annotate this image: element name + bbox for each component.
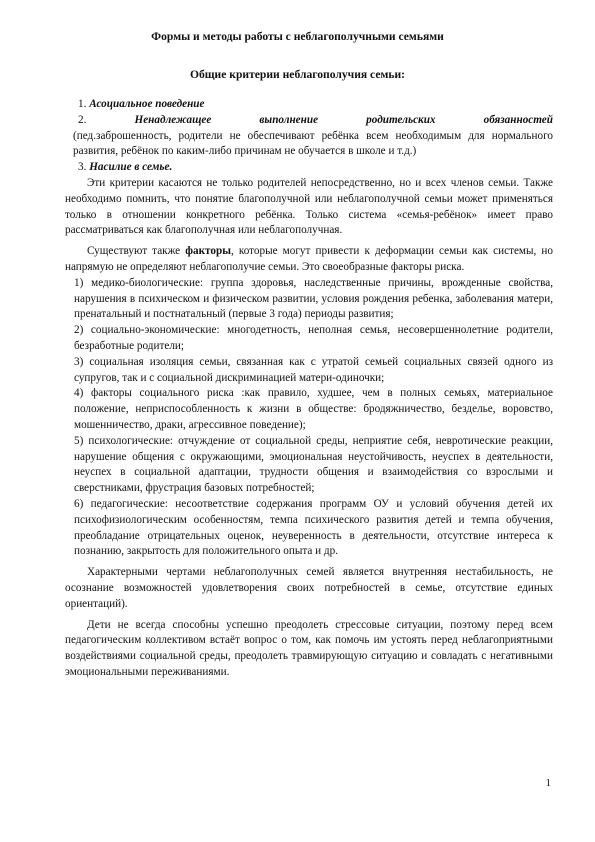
criterion-number: 3. — [78, 161, 87, 174]
criterion-label: Асоциальное поведение — [89, 98, 205, 110]
risk-factor-1: 1) медико-биологические: группа здоровья, наследственные причины, врожденные свойства, нарушения в психическом и физическом развитии, условия рождения ребенка, заболевания матери, пренатальный и постнатальный (первые 3 года) периоды развития; — [74, 276, 553, 321]
criterion-2-note: (пед.заброшенность, родители не обеспечивают ребёнка всем необходимым для нормального развития, ребёнок по каким-либо причинам не обучается в школе и т.д.) — [73, 129, 553, 158]
risk-factor-3: 3) социальная изоляция семьи, связанная как с утратой семьей социальных связей одного из супругов, так и с социальной дискриминацией матери-одиночки; — [74, 355, 553, 384]
paragraph-factors-after: , которые могут привести к деформации семьи как системы, но напрямую не определяют неблагополучие семьи. Это своеобразные факторы риска. — [65, 245, 553, 273]
paragraph-stress: Дети не всегда способны успешно преодолеть стрессовые ситуации, поэтому перед всем педагогическим коллективом встаёт вопрос о том, как помочь им устоять перед неблагоприятными воздействиями социальной среды, преодолеть травмирующую ситуацию и совладать с негативными эмоциональными переживаниями. — [65, 618, 553, 678]
criterion-2 — [65, 113, 553, 129]
risk-factor-5: 5) психологические: отчуждение от социальной среды, неприятие себя, невротические реакции, нарушение общения с окружающими, эмоциональная неустойчивость, неуспех в деятельности, неуспех в социальной адаптации, трудности общения и взаимодействия со взрослыми и сверстниками, фрустрация базовых потребностей; — [74, 434, 553, 495]
document-subtitle: Общие критерии неблагополучия семьи: — [189, 68, 406, 81]
document-title: Формы и методы работы с неблагополучными семьями — [151, 30, 444, 43]
criterion-number: 1. — [78, 98, 87, 110]
page-number: 1 — [545, 777, 551, 789]
paragraph-factors-bold: факторы — [185, 245, 231, 258]
risk-factor-6: 6) педагогические: несоответствие содержания программ ОУ и условий обучения детей их психофизиологическим особенностям, темпа психического развития детей и темпа обучения, преобладание отрицательных оценок, неуверенность в деятельности, отсутствие интереса к познанию, закрытость для положительного опыта и др. — [74, 497, 553, 558]
criterion-3 — [65, 160, 553, 176]
criterion-label: Насилие в семье. — [89, 161, 173, 174]
risk-factor-2: 2) социально-экономические: многодетность, неполная семья, несовершеннолетние родители, безработные родители; — [74, 324, 553, 352]
paragraph-criteria: Эти критерии касаются не только родителей непосредственно, но и всех членов семьи. Также необходимо помнить, что понятие благополучной или неблагополучной семьи может применяться только в отношении конкретного ребёнка. Только система «семья-ребёнок» имеет право рассматриваться как благополучная или неблагополучная. — [65, 176, 553, 237]
risk-factor-4: 4) факторы социального риска :как правило, худшее, чем в полных семьях, материальное положение, неприспособленность к жизни в обществе: бродяжничество, безделье, воровство, мошенничество, драки, агрессивное поведение); — [74, 387, 553, 431]
document-body — [65, 97, 553, 681]
criterion-1 — [65, 97, 553, 113]
paragraph-traits: Характерными чертами неблагополучных семей является внутренняя нестабильность, не осознание возможностей удовлетворения своих потребностей в семье, отсутствие единых ориентаций). — [65, 566, 553, 610]
criterion-number: 2. — [78, 113, 87, 126]
paragraph-factors-before: Существуют также — [87, 245, 186, 258]
paragraph-factors — [65, 244, 553, 276]
criterion-label: Ненадлежащее выполнение родительских обязанностей — [134, 113, 553, 126]
